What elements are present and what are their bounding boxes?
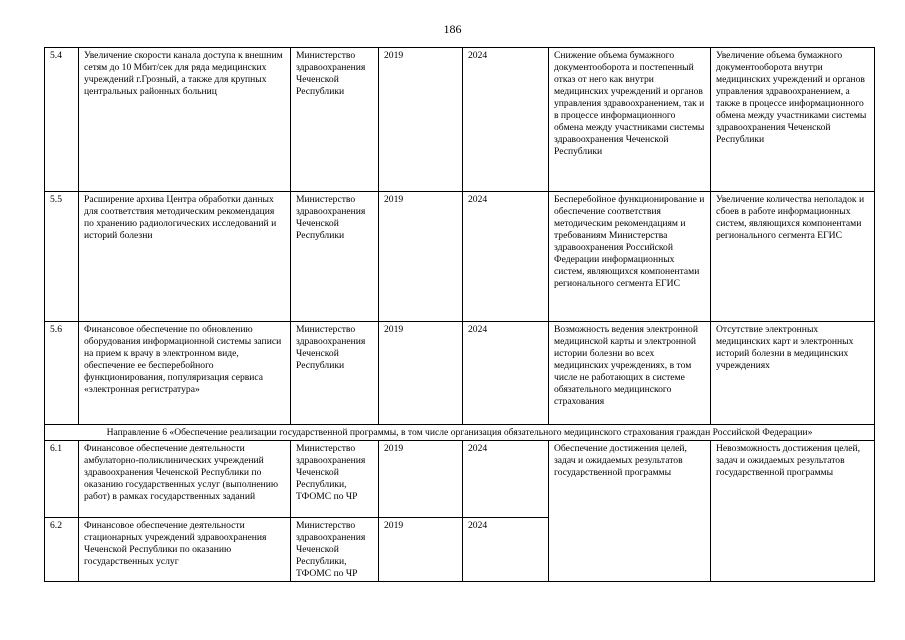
expected-result-cell: Обеспечение достижения целей, задач и ожидаемых результатов государственной программы [549, 441, 711, 582]
executor-cell: Министерство здравоохранения Чеченской Республики [291, 48, 379, 192]
row-number: 5.5 [45, 192, 79, 322]
start-year-cell: 2019 [379, 322, 463, 425]
activity-cell: Финансовое обеспечение деятельности стационарных учреждений здравоохранения Чеченской Республики по оказанию государственных услуг [79, 518, 291, 582]
expected-result-cell: Бесперебойное функционирование и обеспечение соответствия методическим рекомендациям и требованиям Министерства здравоохранения Российской Федерации информационных систем, являющихся компонентами регионального сегмента ЕГИС [549, 192, 711, 322]
table-row [45, 322, 875, 425]
activity-cell: Финансовое обеспечение деятельности амбулаторно-поликлинических учреждений здравоохранения Чеченской Республики по оказанию государственных услуг (выполнению работ) в рамках государственных заданий [79, 441, 291, 518]
section-heading-row [45, 425, 875, 441]
consequence-cell: Отсутствие электронных медицинских карт и электронных историй болезни в медицинских учреждениях [711, 322, 875, 425]
consequence-cell: Увеличение объема бумажного документооборота внутри медицинских учреждений и органов управления здравоохранением, а также в процессе информационного обмена между участниками системы здравоохранения Чеченской Республики [711, 48, 875, 192]
executor-cell: Министерство здравоохранения Чеченской Республики, ТФОМС по ЧР [291, 518, 379, 582]
end-year-cell: 2024 [463, 192, 549, 322]
end-year-cell: 2024 [463, 441, 549, 518]
table-row [45, 192, 875, 322]
start-year-cell: 2019 [379, 518, 463, 582]
executor-cell: Министерство здравоохранения Чеченской Республики, ТФОМС по ЧР [291, 441, 379, 518]
activity-cell: Увеличение скорости канала доступа к внешним сетям до 10 Мбит/сек для ряда медицинских учреждений г.Грозный, а также для крупных центральных районных больниц [79, 48, 291, 192]
start-year-cell: 2019 [379, 441, 463, 518]
row-number: 6.2 [45, 518, 79, 582]
expected-result-cell: Снижение объема бумажного документооборота и постепенный отказ от него как внутри медицинских учреждений и органов управления здравоохранением, так и в процессе информационного обмена между участниками системы здравоохранения Чеченской Республики [549, 48, 711, 192]
table-row [45, 48, 875, 192]
end-year-cell: 2024 [463, 322, 549, 425]
page-number: 186 [443, 22, 462, 36]
activity-cell: Финансовое обеспечение по обновлению оборудования информационной системы записи на прием к врачу в электронном виде, обеспечение ее бесперебойного функционирования, популяризация сервиса «электронная регистратура» [79, 322, 291, 425]
end-year-cell: 2024 [463, 518, 549, 582]
program-activities-table [44, 47, 875, 582]
row-number: 5.6 [45, 322, 79, 425]
start-year-cell: 2019 [379, 192, 463, 322]
activity-cell: Расширение архива Центра обработки данных для соответствия методическим рекомендация по хранению радиологических исследований и историй болезни [79, 192, 291, 322]
expected-result-cell: Возможность ведения электронной медицинской карты и электронной истории болезни во всех медицинских учреждениях, в том числе не работающих в системе обязательного медицинского страхования [549, 322, 711, 425]
start-year-cell: 2019 [379, 48, 463, 192]
section-heading: Направление 6 «Обеспечение реализации государственной программы, в том числе организация обязательного медицинского страхования граждан Российской Федерации» [45, 425, 875, 441]
consequence-cell: Увеличение количества неполадок и сбоев в работе информационных систем, являющихся компонентами регионального сегмента ЕГИС [711, 192, 875, 322]
row-number: 6.1 [45, 441, 79, 518]
end-year-cell: 2024 [463, 48, 549, 192]
executor-cell: Министерство здравоохранения Чеченской Республики [291, 192, 379, 322]
table-row [45, 441, 875, 518]
consequence-cell: Невозможность достижения целей, задач и ожидаемых результатов государственной программы [711, 441, 875, 582]
row-number: 5.4 [45, 48, 79, 192]
executor-cell: Министерство здравоохранения Чеченской Республики [291, 322, 379, 425]
